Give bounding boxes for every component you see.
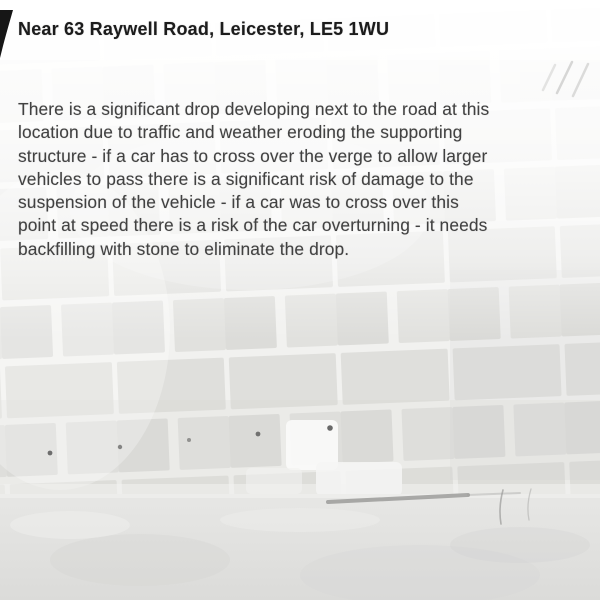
description-line: backfilling with stone to eliminate the drop.	[18, 238, 350, 259]
location-title: Near 63 Raywell Road, Leicester, LE5 1WU	[18, 19, 390, 39]
description-line: structure - if a car has to cross over the verge to allow larger	[18, 145, 488, 166]
description-line: There is a significant drop developing next to the road at this	[18, 99, 490, 119]
description-line: suspension of the vehicle - if a car was to cross over this	[18, 192, 459, 213]
gravel-ground	[0, 484, 600, 600]
description-line: location due to traffic and weather eroding the supporting	[18, 122, 463, 143]
description-line: point at speed there is a risk of the car overturning - it needs	[18, 215, 488, 236]
description-line: vehicles to pass there is a significant risk of damage to the	[18, 168, 474, 189]
report-description	[18, 98, 590, 261]
